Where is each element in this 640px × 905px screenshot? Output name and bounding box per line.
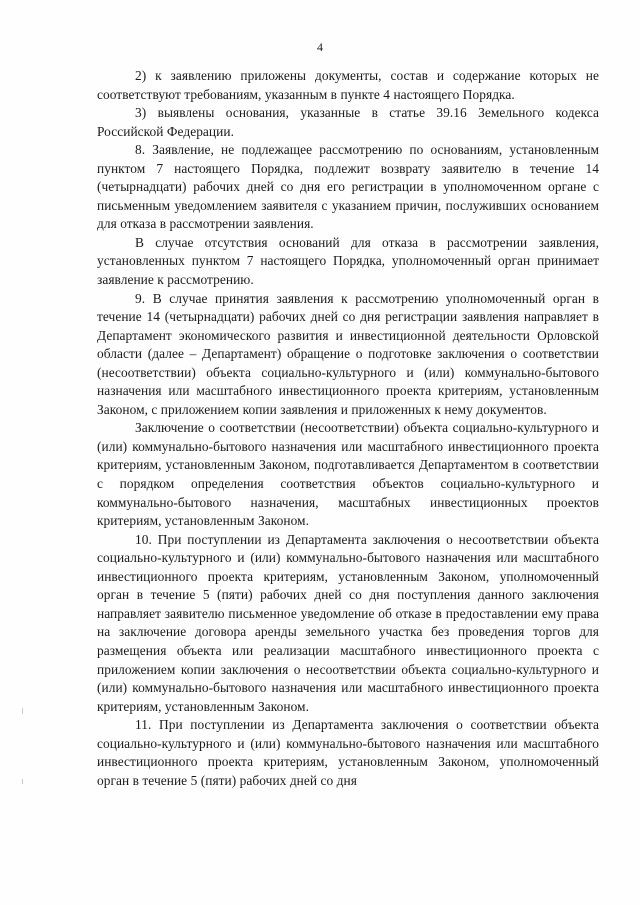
paragraph-section-9-continued: Заключение о соответствии (несоответствии) объекта социально-культурного и (или) коммунально-бытового назначения или масштабного инвестиционного проекта критериям, установленным Законом, подготавливается Департаментом в соответствии с порядком определения соответствия объектов социально-культурного и коммунально-бытового назначения, масштабных инвестиционных проектов критериям, установленным Законом. [97, 420, 599, 529]
scan-margin-mark [22, 708, 23, 714]
paragraph-item-2: 2) к заявлению приложены документы, состав и содержание которых не соответствуют требованиям, указанным в пункте 4 настоящего Порядка. [97, 68, 599, 102]
page-number: 4 [317, 40, 323, 54]
scan-margin-mark [22, 779, 23, 784]
paragraph-section-8: 8. Заявление, не подлежащее рассмотрению по основаниям, установленным пунктом 7 настоящего Порядка, подлежит возврату заявителю в течение 14 (четырнадцати) рабочих дней со дня его регистрации в уполномоченном органе с письменным уведомлением заявителя с указанием причин, послуживших основанием для отказа в рассмотрении заявления. [97, 142, 599, 232]
paragraph-section-11: 11. При поступлении из Департамента заключения о соответствии объекта социально-культурного и (или) коммунально-бытового назначения или масштабного инвестиционного проекта критериям, установленным Законом, уполномоченный орган в течение 5 (пяти) рабочих дней со дня [97, 717, 599, 788]
document-body [97, 67, 599, 790]
paragraph-section-9: 9. В случае принятия заявления к рассмотрению уполномоченный орган в течение 14 (четырнадцати) рабочих дней со дня регистрации заявления направляет в Департамент экономического развития и инвестиционной деятельности Орловской области (далее – Департамент) обращение о подготовке заключения о соответствии (несоответствии) объекта социально-культурного и (или) коммунально-бытового назначения или масштабного инвестиционного проекта критериям, установленным Законом, с приложением копии заявления и приложенных к нему документов. [97, 290, 599, 417]
paragraph-section-8-continued: В случае отсутствия оснований для отказа в рассмотрении заявления, установленных пунктом 7 настоящего Порядка, уполномоченный орган принимает заявление к рассмотрению. [97, 234, 599, 288]
paragraph-item-3: 3) выявлены основания, указанные в статье 39.16 Земельного кодекса Российской Федерации. [97, 105, 599, 139]
paragraph-section-10: 10. При поступлении из Департамента заключения о несоответствии объекта социально-культурного и (или) коммунально-бытового назначения или масштабного инвестиционного проекта критериям, установленным Законом, уполномоченный орган в течение 5 (пяти) рабочих дней со дня поступления данного заключения направляет заявителю письменное уведомление об отказе в предоставлении ему права на заключение договора аренды земельного участка без проведения торгов для размещения объекта или реализации масштабного инвестиционного проекта с приложением копии заключения о несоответствии объекта социально-культурного и (или) коммунально-бытового назначения или масштабного инвестиционного проекта критериям, установленным Законом. [97, 531, 599, 714]
